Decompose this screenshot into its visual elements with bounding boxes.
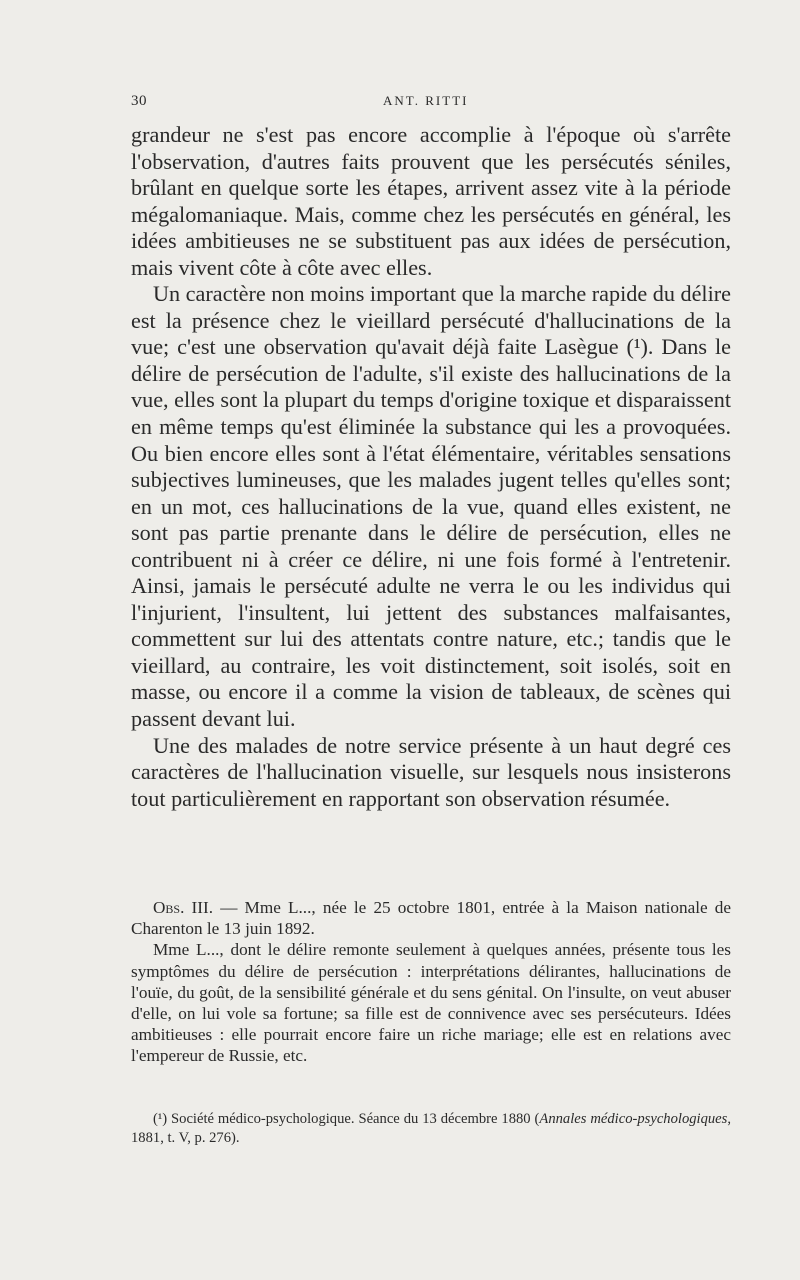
observation-text: Mme L..., dont le délire remonte seulement à quelques années, présente tous les symptômes du délire de persécution : interprétations délirantes, hallucinations de l'ouïe, du goût, de la sensibilité générale et du sens génital. On l'insulte, on veut abuser d'elle, on lui vole sa fortune; sa fille est de connivence avec ses persécuteurs. Idées ambitieuses : elle pourrait encore faire un riche mariage; elle est en relations avec l'empereur de Russie, etc. (131, 940, 731, 1066)
footnote-journal: Annales médico-psychologiques (539, 1111, 728, 1127)
footnote (131, 1110, 731, 1147)
paragraph: Une des malades de notre service présente à un haut degré ces caractères de l'hallucination visuelle, sur lesquels nous insisterons tout particulièrement en rapportant son observation résumée. (131, 732, 731, 811)
observation-header (131, 897, 731, 939)
paragraph: Un caractère non moins important que la marche rapide du délire est la présence chez le vieillard persécuté d'hallucinations de la vue; c'est une observation qu'avait déjà faite Lasègue (¹). Dans le délire de persécution de l'adulte, s'il existe des hallucinations de la vue, elles sont la plupart du temps d'origine toxique et disparaissent en même temps qu'est éliminée la substance qui les a provoquées. Ou bien encore elles sont à l'état élémentaire, véritables sensations subjectives lumineuses, que les malades jugent telles qu'elles sont; en un mot, ces hallucinations de la vue, quand elles existent, ne sont pas partie prenante dans le délire de persécution, elles ne contribuent ni à créer ce délire, ni une fois formé à l'entretenir. Ainsi, jamais le persécuté adulte ne verra le ou les individus qui l'injurient, l'insultent, lui jettent des substances malfaisantes, commettent sur lui des attentats contre nature, etc.; tandis que le vieillard, au contraire, les voit distinctement, soit isolés, soit en masse, ou encore il a comme la vision de tableaux, de scènes qui passent devant lui. (131, 281, 731, 732)
observation-block (131, 897, 731, 1067)
page-number: 30 (131, 93, 147, 109)
footnote-text: Société médico-psychologique. Séance du 13 décembre 1880 ( (167, 1111, 540, 1127)
footnote-marker: (¹) (153, 1111, 168, 1127)
main-text (131, 122, 731, 812)
running-header (131, 93, 731, 115)
footnote-ref: , 1881, t. V, p. 276). (131, 1111, 731, 1146)
footnote-entry (131, 1110, 731, 1147)
running-title: ANT. RITTI (383, 93, 469, 108)
paragraph: grandeur ne s'est pas encore accomplie à l'époque où s'arrête l'observation, d'autres faits prouvent que les persécutés séniles, brûlant en quelque sorte les étapes, arrivent assez vite à la période mégalomaniaque. Mais, comme chez les persécutés en général, les idées ambitieuses ne se substituent pas aux idées de persécution, mais vivent côte à côte avec elles. (131, 122, 731, 280)
observation-intro: — Mme L..., née le 25 octobre 1801, entrée à la Maison nationale de Charenton le 13 juin 1892. (131, 898, 731, 939)
observation-label: Obs. III. (153, 898, 214, 917)
